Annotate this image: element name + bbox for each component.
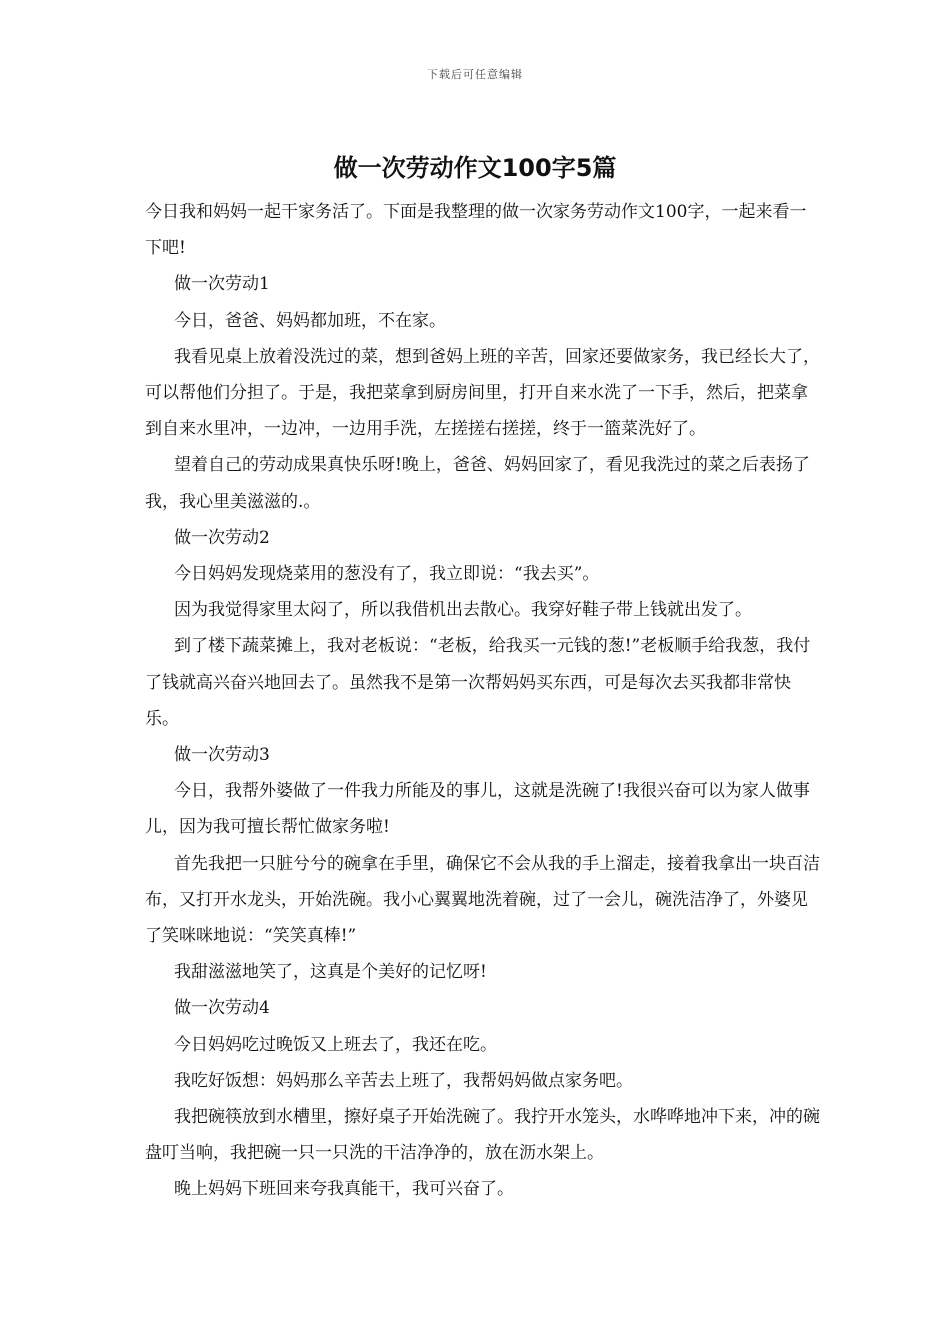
body-paragraph: 今日妈妈吃过晚饭又上班去了，我还在吃。 <box>174 1034 497 1055</box>
body-paragraph: 首先我把一只脏兮兮的碗拿在手里，确保它不会从我的手上溜走，接着我拿出一块百洁布，又打开水龙头，开始洗碗。我小心翼翼地洗着碗，过了一会儿，碗洗洁净了，外婆见了笑咪咪地说：“笑笑真棒!” <box>145 853 820 947</box>
body-paragraph: 我把碗筷放到水槽里，擦好桌子开始洗碗了。我拧开水笼头，水哗哗地冲下来，冲的碗盘叮当响，我把碗一只一只洗的干洁净净的，放在沥水架上。 <box>145 1107 820 1164</box>
section-heading: 做一次劳动3 <box>174 745 270 766</box>
section-heading: 做一次劳动1 <box>174 274 270 295</box>
body-paragraph: 望着自己的劳动成果真快乐呀!晚上，爸爸、妈妈回家了，看见我洗过的菜之后表扬了我，我心里美滋滋的.。 <box>145 455 810 512</box>
body-paragraph: 今日我和妈妈一起干家务活了。下面是我整理的做一次家务劳动作文100字，一起来看一下吧! <box>145 202 807 259</box>
body-paragraph: 因为我觉得家里太闷了，所以我借机出去散心。我穿好鞋子带上钱就出发了。 <box>174 600 752 621</box>
body-paragraph: 我看见桌上放着没洗过的菜，想到爸妈上班的辛苦，回家还要做家务，我已经长大了，可以帮他们分担了。于是，我把菜拿到厨房间里，打开自来水洗了一下手，然后，把菜拿到自来水里冲，一边冲，一边用手洗，左搓搓右搓搓，终于一篮菜洗好了。 <box>145 346 820 440</box>
body-paragraph: 我吃好饭想：妈妈那么辛苦去上班了，我帮妈妈做点家务吧。 <box>174 1070 633 1091</box>
body-paragraph: 今日，我帮外婆做了一件我力所能及的事儿，这就是洗碗了!我很兴奋可以为家人做事儿，因为我可擅长帮忙做家务啦! <box>145 781 810 838</box>
page-header-note: 下载后可任意编辑 <box>427 68 523 81</box>
body-paragraph: 今日，爸爸、妈妈都加班，不在家。 <box>174 310 446 331</box>
body-paragraph: 我甜滋滋地笑了，这真是个美好的记忆呀! <box>174 962 487 983</box>
body-paragraph: 到了楼下蔬菜摊上，我对老板说：“老板，给我买一元钱的葱!”老板顺手给我葱，我付了钱就高兴奋兴地回去了。虽然我不是第一次帮妈妈买东西，可是每次去买我都非常快乐。 <box>145 636 811 729</box>
body-paragraph: 晚上妈妈下班回来夸我真能干，我可兴奋了。 <box>174 1179 514 1200</box>
document-title: 做一次劳动作文100字5篇 <box>333 154 617 182</box>
section-heading: 做一次劳动2 <box>174 527 270 548</box>
document-body <box>145 194 823 1208</box>
body-paragraph: 今日妈妈发现烧菜用的葱没有了，我立即说：“我去买”。 <box>174 564 600 585</box>
section-heading: 做一次劳动4 <box>174 998 270 1019</box>
